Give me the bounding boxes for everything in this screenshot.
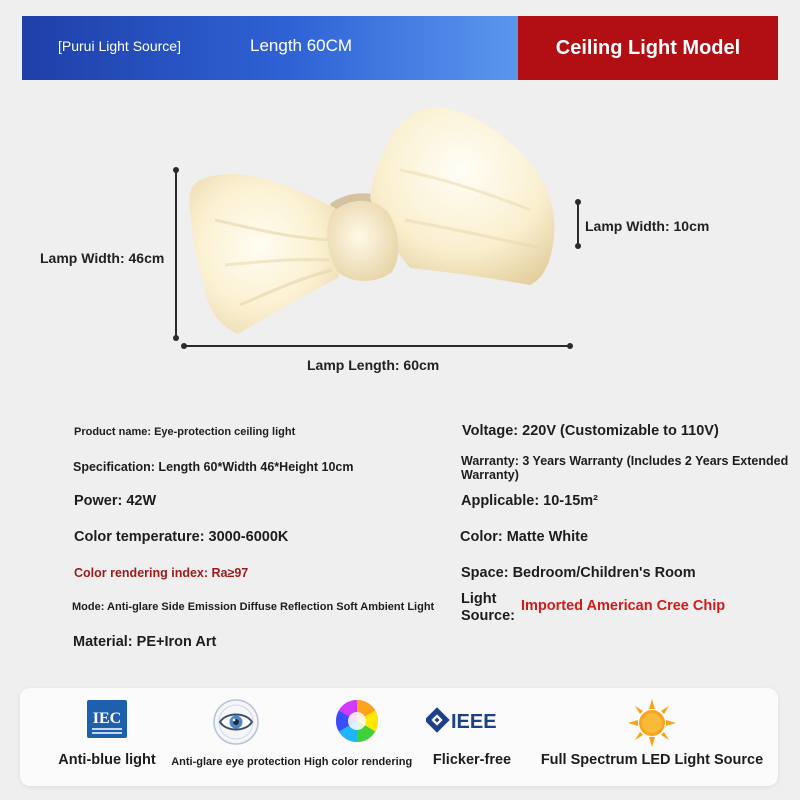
light-label-line1: Light [461, 591, 497, 607]
feature-flicker-free [418, 688, 526, 786]
banner-left [22, 16, 518, 80]
feature-label: Flicker-free [432, 752, 512, 768]
feature-high-color-rendering [304, 688, 413, 786]
ieee-icon [426, 698, 518, 742]
feature-label: Anti-glare eye protection [171, 756, 301, 768]
feature-anti-glare [170, 688, 302, 786]
lamp-length-label: Lamp Length: 60cm [307, 357, 440, 373]
iec-icon [85, 698, 129, 740]
spec-power: Power: 42W [74, 493, 157, 509]
feature-label: Full Spectrum LED Light Source [540, 752, 764, 768]
spec-color-rendering: Color rendering index: Ra≥97 [74, 566, 249, 580]
spec-material: Material: PE+Iron Art [73, 634, 217, 650]
spec-light-source-label [461, 591, 515, 625]
length-label: Length 60CM [250, 36, 353, 55]
spec-color-temperature: Color temperature: 3000-6000K [74, 529, 289, 545]
iec-icon-text: IEC [92, 710, 122, 727]
ieee-icon-text: IEEE [451, 711, 497, 733]
brand-label: [Purui Light Source] [58, 38, 181, 54]
spec-mode: Mode: Anti-glare Side Emission Diffuse Reflection Soft Ambient Light [72, 601, 435, 613]
spec-applicable: Applicable: 10-15m² [461, 493, 598, 509]
eye-icon [212, 698, 260, 746]
lamp-width-label: Lamp Width: 46cm [40, 250, 165, 266]
spec-warranty: Warranty: 3 Years Warranty (Includes 2 Years Extended Warranty) [461, 454, 789, 482]
feature-label: Anti-blue light [58, 752, 156, 768]
lamp-height-label: Lamp Width: 10cm [585, 218, 710, 234]
spec-specification: Specification: Length 60*Width 46*Height 10cm [73, 460, 354, 474]
lamp-figure [0, 100, 800, 390]
spec-product-name: Product name: Eye-protection ceiling light [74, 426, 296, 438]
model-label: Ceiling Light Model [518, 16, 778, 80]
feature-full-spectrum [536, 688, 768, 786]
header-banner [22, 16, 778, 80]
feature-bar [20, 688, 778, 786]
bow-knot [327, 201, 398, 281]
bow-left-wing [189, 174, 343, 334]
light-label-line2: Source: [461, 608, 515, 624]
bow-right-wing [370, 108, 554, 285]
lamp-illustration [0, 100, 800, 390]
spec-color: Color: Matte White [460, 529, 589, 545]
spec-voltage: Voltage: 220V (Customizable to 110V) [462, 423, 719, 439]
sun-icon [627, 698, 677, 748]
feature-anti-blue-light [42, 688, 172, 786]
color-wheel-icon [334, 698, 380, 744]
spec-space: Space: Bedroom/Children's Room [461, 565, 696, 581]
feature-label: High color rendering [304, 756, 413, 768]
spec-light-source-value: Imported American Cree Chip [521, 598, 726, 614]
